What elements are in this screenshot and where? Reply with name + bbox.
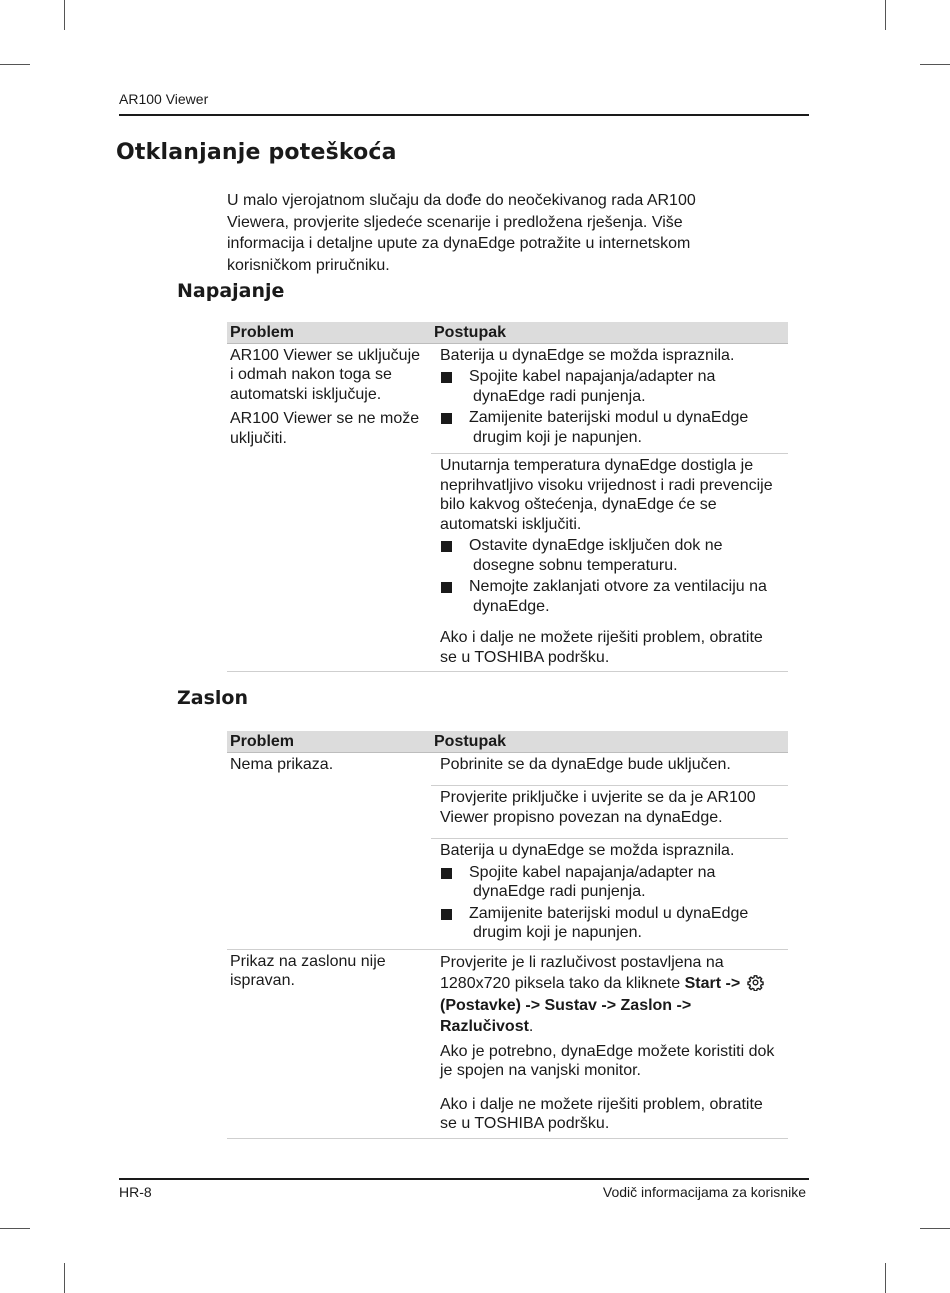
solution-text: Baterija u dynaEdge se možda ispraznila. bbox=[440, 842, 735, 859]
column-header-solution: Postupak bbox=[431, 322, 788, 343]
bullet-item: Zamijenite baterijski modul u dynaEdge drugim koji je napunjen. bbox=[440, 904, 784, 943]
crop-mark bbox=[920, 64, 950, 65]
footer-guide-title: Vodič informacijama za korisnike bbox=[602, 1184, 806, 1200]
problem-cell bbox=[227, 752, 431, 949]
table-header-row bbox=[227, 322, 788, 343]
problem-cell bbox=[227, 949, 431, 1138]
column-header-problem: Problem bbox=[227, 731, 431, 752]
bullet-item: Spojite kabel napajanja/adapter na dynaEdge radi punjenja. bbox=[440, 367, 784, 406]
support-note: Ako i dalje ne možete riješiti problem, obratite se u TOSHIBA podršku. bbox=[440, 1095, 763, 1132]
crop-mark bbox=[0, 1228, 30, 1229]
bullet-item: Zamijenite baterijski modul u dynaEdge drugim koji je napunjen. bbox=[440, 408, 784, 447]
header-rule bbox=[119, 114, 809, 116]
start-label: Start bbox=[684, 975, 722, 992]
resolution-label: Razlučivost bbox=[440, 1018, 529, 1035]
problem-text: AR100 Viewer se ne može uključiti. bbox=[230, 410, 420, 447]
table-header-row bbox=[227, 731, 788, 752]
solution-cell bbox=[431, 839, 788, 950]
solution-text: Unutarnja temperatura dynaEdge dostigla je neprihvatljivo visoku vrijednost i radi prevencije bilo kakvog oštećenja, dynaEdge će se automatski isključiti. bbox=[440, 457, 773, 533]
table-row bbox=[227, 949, 788, 1138]
solution-cell bbox=[431, 949, 788, 1138]
column-header-solution: Postupak bbox=[431, 731, 788, 752]
bullet-item: Ostavite dynaEdge isključen dok ne dosegne sobnu temperaturu. bbox=[440, 536, 784, 575]
intro-paragraph: U malo vjerojatnom slučaju da dođe do neočekivanog rada AR100 Viewera, provjerite sljedeće scenarije i predložena rješenja. Više informacija i detaljne upute za dynaEdge potražite u internetskom korisničkom priručniku. bbox=[227, 192, 696, 274]
section-title-napajanje: Napajanje bbox=[177, 280, 285, 302]
problem-text: Nema prikaza. bbox=[230, 755, 334, 773]
footer-rule bbox=[119, 1178, 809, 1180]
problem-cell bbox=[227, 343, 431, 672]
solution-text: Pobrinite se da dynaEdge bude uključen. bbox=[440, 755, 731, 773]
bullet-item: Spojite kabel napajanja/adapter na dynaEdge radi punjenja. bbox=[440, 863, 784, 902]
crop-mark bbox=[64, 1263, 65, 1293]
solution-text: Ako je potrebno, dynaEdge možete koristiti dok je spojen na vanjski monitor. bbox=[440, 1042, 775, 1079]
crop-mark bbox=[0, 64, 30, 65]
solution-cell bbox=[431, 752, 788, 786]
solution-cell bbox=[431, 343, 788, 454]
table-row bbox=[227, 343, 788, 454]
problem-text: AR100 Viewer se uključuje i odmah nakon toga se automatski isključuje. bbox=[230, 346, 421, 403]
running-header: AR100 Viewer bbox=[119, 91, 209, 107]
page-title: Otklanjanje poteškoća bbox=[116, 140, 397, 165]
power-troubleshooting-table bbox=[227, 322, 788, 672]
crop-mark bbox=[64, 0, 65, 30]
settings-gear-icon bbox=[747, 974, 764, 991]
solution-text: Provjerite je li razlučivost postavljena na 1280x720 piksela tako da kliknete Start -> (Postavke) -> Sustav -> Zaslon -> Razlučivost. bbox=[440, 952, 784, 1038]
crop-mark bbox=[885, 0, 886, 30]
page-number: HR-8 bbox=[119, 1184, 152, 1200]
solution-text: Baterija u dynaEdge se možda ispraznila. bbox=[440, 346, 735, 364]
solution-cell bbox=[431, 454, 788, 672]
solution-cell bbox=[431, 786, 788, 839]
section-title-zaslon: Zaslon bbox=[177, 687, 248, 709]
problem-text: Prikaz na zaslonu nije ispravan. bbox=[230, 952, 386, 989]
bullet-item: Nemojte zaklanjati otvore za ventilaciju na dynaEdge. bbox=[440, 577, 784, 616]
bullet-list bbox=[440, 536, 784, 616]
display-troubleshooting-table bbox=[227, 731, 788, 1139]
crop-mark bbox=[920, 1228, 950, 1229]
solution-text: Provjerite priključke i uvjerite se da je AR100 Viewer propisno povezan na dynaEdge. bbox=[440, 789, 756, 826]
table-row bbox=[227, 752, 788, 786]
column-header-problem: Problem bbox=[227, 322, 431, 343]
bullet-list bbox=[440, 367, 784, 447]
crop-mark bbox=[885, 1263, 886, 1293]
bullet-list bbox=[440, 863, 784, 943]
support-note: Ako i dalje ne možete riješiti problem, obratite se u TOSHIBA podršku. bbox=[440, 629, 763, 666]
